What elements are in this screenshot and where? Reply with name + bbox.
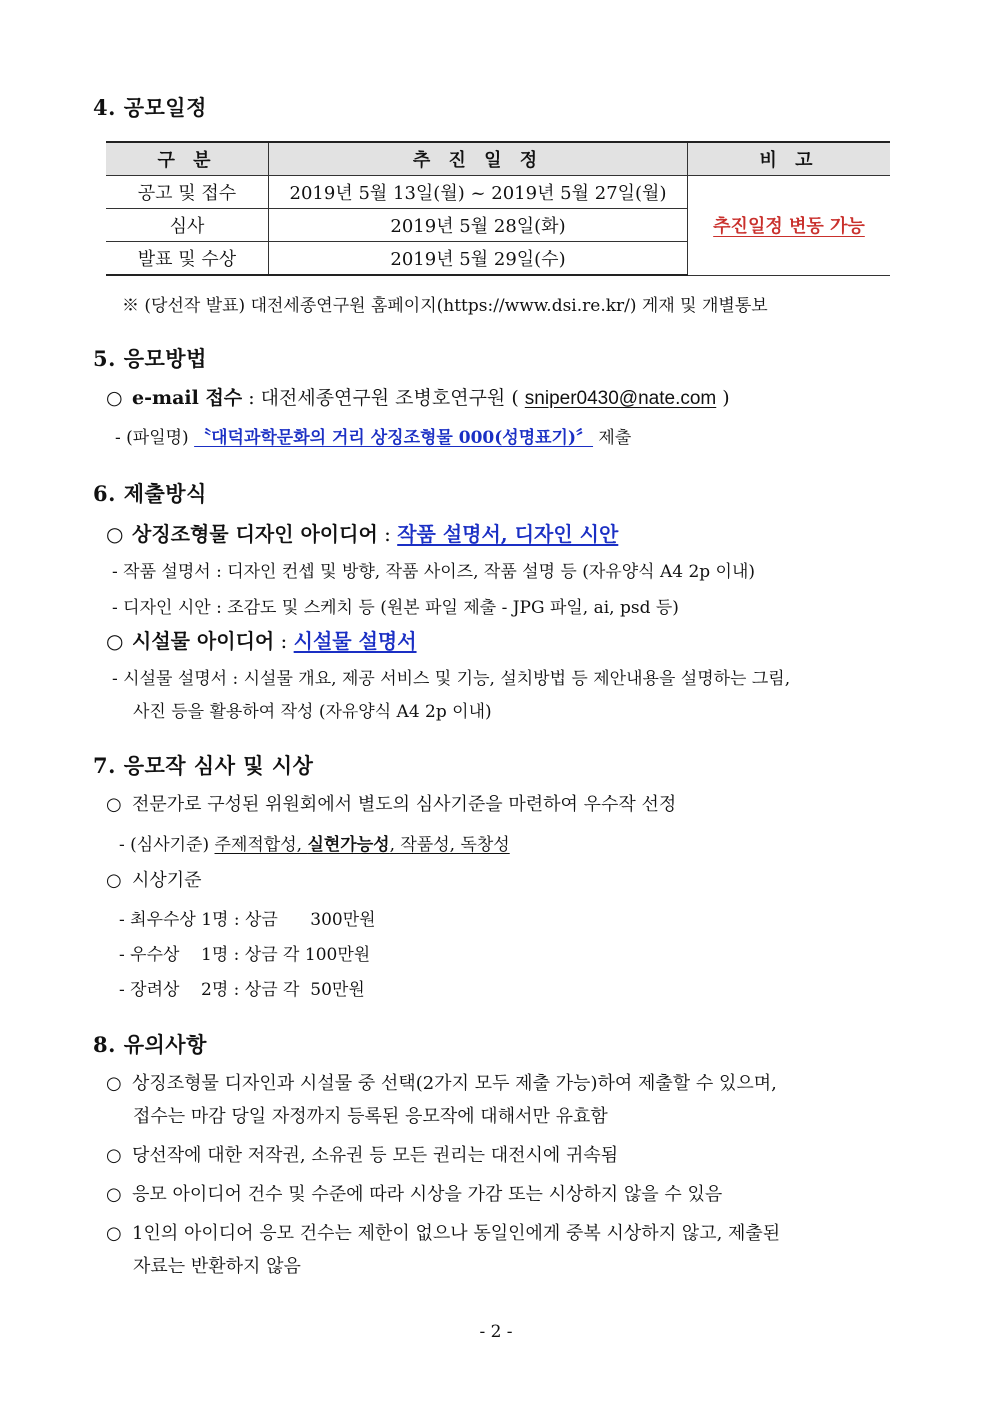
criteria-a: 주제적합성, xyxy=(214,835,308,855)
judging-line xyxy=(106,790,676,816)
email-address[interactable]: sniper0430@nate.com xyxy=(524,388,717,409)
award-2: - 우수상 1명 : 상금 각 100만원 xyxy=(119,945,371,965)
filename-prefix: - (파일명) xyxy=(115,428,195,448)
award-standard-text: 시상기준 xyxy=(132,870,202,891)
section-5-title: 5. 응모방법 xyxy=(93,346,207,371)
bullet-icon: ○ xyxy=(106,522,124,546)
page-number: - 2 - xyxy=(479,1322,513,1342)
announcement-footnote: ※ (당선작 발표) 대전세종연구원 홈페이지(https://www.dsi.re.kr/) 게재 및 개별통보 xyxy=(122,296,768,316)
notice-3 xyxy=(106,1180,722,1206)
award-3: - 장려상 2명 : 상금 각 50만원 xyxy=(119,980,365,1000)
item2-value: 시설물 설명서 xyxy=(293,629,417,653)
notice-2-text: 당선작에 대한 저작권, 소유권 등 모든 권리는 대전시에 귀속됨 xyxy=(132,1145,619,1166)
row-schedule: 2019년 5월 13일(월) ~ 2019년 5월 27일(월) xyxy=(269,176,688,209)
table-row xyxy=(106,176,890,209)
bullet-icon: ○ xyxy=(106,387,123,409)
bullet-icon: ○ xyxy=(106,1073,122,1094)
item1-sep: : xyxy=(377,522,398,546)
notice-1b: 접수는 마감 당일 자정까지 등록된 응모작에 대해서만 유효함 xyxy=(133,1106,608,1127)
email-line xyxy=(106,383,730,410)
item2-sep: : xyxy=(274,629,294,653)
row-schedule: 2019년 5월 28일(화) xyxy=(269,209,688,242)
email-end: ) xyxy=(716,387,730,409)
notice-1a xyxy=(106,1069,777,1095)
item2-label: 시설물 아이디어 xyxy=(132,629,275,653)
section-8-title: 8. 유의사항 xyxy=(93,1032,207,1057)
row-category: 발표 및 수상 xyxy=(106,242,269,276)
criteria-c: , 작품성, 독창성 xyxy=(389,835,510,855)
bullet-icon: ○ xyxy=(106,1184,122,1205)
schedule-note-text: 추진일정 변동 가능 xyxy=(713,216,865,238)
criteria-prefix: - (심사기준) xyxy=(119,835,215,855)
bullet-icon: ○ xyxy=(106,794,122,815)
section-7-title: 7. 응모작 심사 및 시상 xyxy=(93,753,314,778)
award-1: - 최우수상 1명 : 상금 300만원 xyxy=(119,910,376,930)
judging-text: 전문가로 구성된 위원회에서 별도의 심사기준을 마련하여 우수작 선정 xyxy=(132,794,677,815)
item2-sub-1b: 사진 등을 활용하여 작성 (자유양식 A4 2p 이내) xyxy=(133,702,492,722)
bullet-icon: ○ xyxy=(106,1223,122,1244)
item1-label: 상징조형물 디자인 아이디어 xyxy=(132,522,378,546)
row-schedule: 2019년 5월 29일(수) xyxy=(269,242,688,276)
schedule-note xyxy=(688,176,891,276)
criteria-b: 실현가능성 xyxy=(307,835,390,855)
notice-3-text: 응모 아이디어 건수 및 수준에 따라 시상을 가감 또는 시상하지 않을 수 있음 xyxy=(132,1184,723,1205)
bullet-icon: ○ xyxy=(106,629,124,653)
bullet-icon: ○ xyxy=(106,870,122,891)
criteria-line xyxy=(119,830,510,855)
table-header-row xyxy=(106,142,890,176)
section-4-title: 4. 공모일정 xyxy=(93,95,207,120)
header-category: 구 분 xyxy=(106,142,269,176)
item1-sub-1: - 작품 설명서 : 디자인 컨셉 및 방향, 작품 사이즈, 작품 설명 등 (자유양식 A4 2p 이내) xyxy=(112,562,756,582)
item1-value: 작품 설명서, 디자인 시안 xyxy=(397,522,619,546)
notice-4b: 자료는 반환하지 않음 xyxy=(133,1256,301,1277)
row-category: 심사 xyxy=(106,209,269,242)
filename-suffix: 제출 xyxy=(593,428,632,448)
filename-value: 〝대덕과학문화의 거리 상징조형물 000(성명표기)〞 xyxy=(194,428,594,448)
item2-sub-1a: - 시설물 설명서 : 시설물 개요, 제공 서비스 및 기능, 설치방법 등 제안내용을 설명하는 그림, xyxy=(112,669,791,689)
schedule-table xyxy=(106,141,890,276)
item1-sub-2: - 디자인 시안 : 조감도 및 스케치 등 (원본 파일 제출 - JPG 파일, ai, psd 등) xyxy=(112,598,679,618)
header-note: 비 고 xyxy=(688,142,891,176)
bullet-icon: ○ xyxy=(106,1145,122,1166)
email-label: e-mail 접수 xyxy=(132,387,243,409)
filename-line xyxy=(115,423,631,448)
submission-item-2 xyxy=(106,625,417,654)
submission-item-1 xyxy=(106,518,618,547)
notice-4a-text: 1인의 아이디어 응모 건수는 제한이 없으나 동일인에게 중복 시상하지 않고, 제출된 xyxy=(132,1223,781,1244)
section-6-title: 6. 제출방식 xyxy=(93,481,207,506)
email-contact: : 대전세종연구원 조병호연구원 ( xyxy=(242,387,525,409)
award-standard-line xyxy=(106,866,202,892)
row-category: 공고 및 접수 xyxy=(106,176,269,209)
notice-1a-text: 상징조형물 디자인과 시설물 중 선택(2가지 모두 제출 가능)하여 제출할 수 있으며, xyxy=(132,1073,777,1094)
header-schedule: 추 진 일 정 xyxy=(269,142,688,176)
notice-4a xyxy=(106,1219,780,1245)
notice-2 xyxy=(106,1141,618,1167)
